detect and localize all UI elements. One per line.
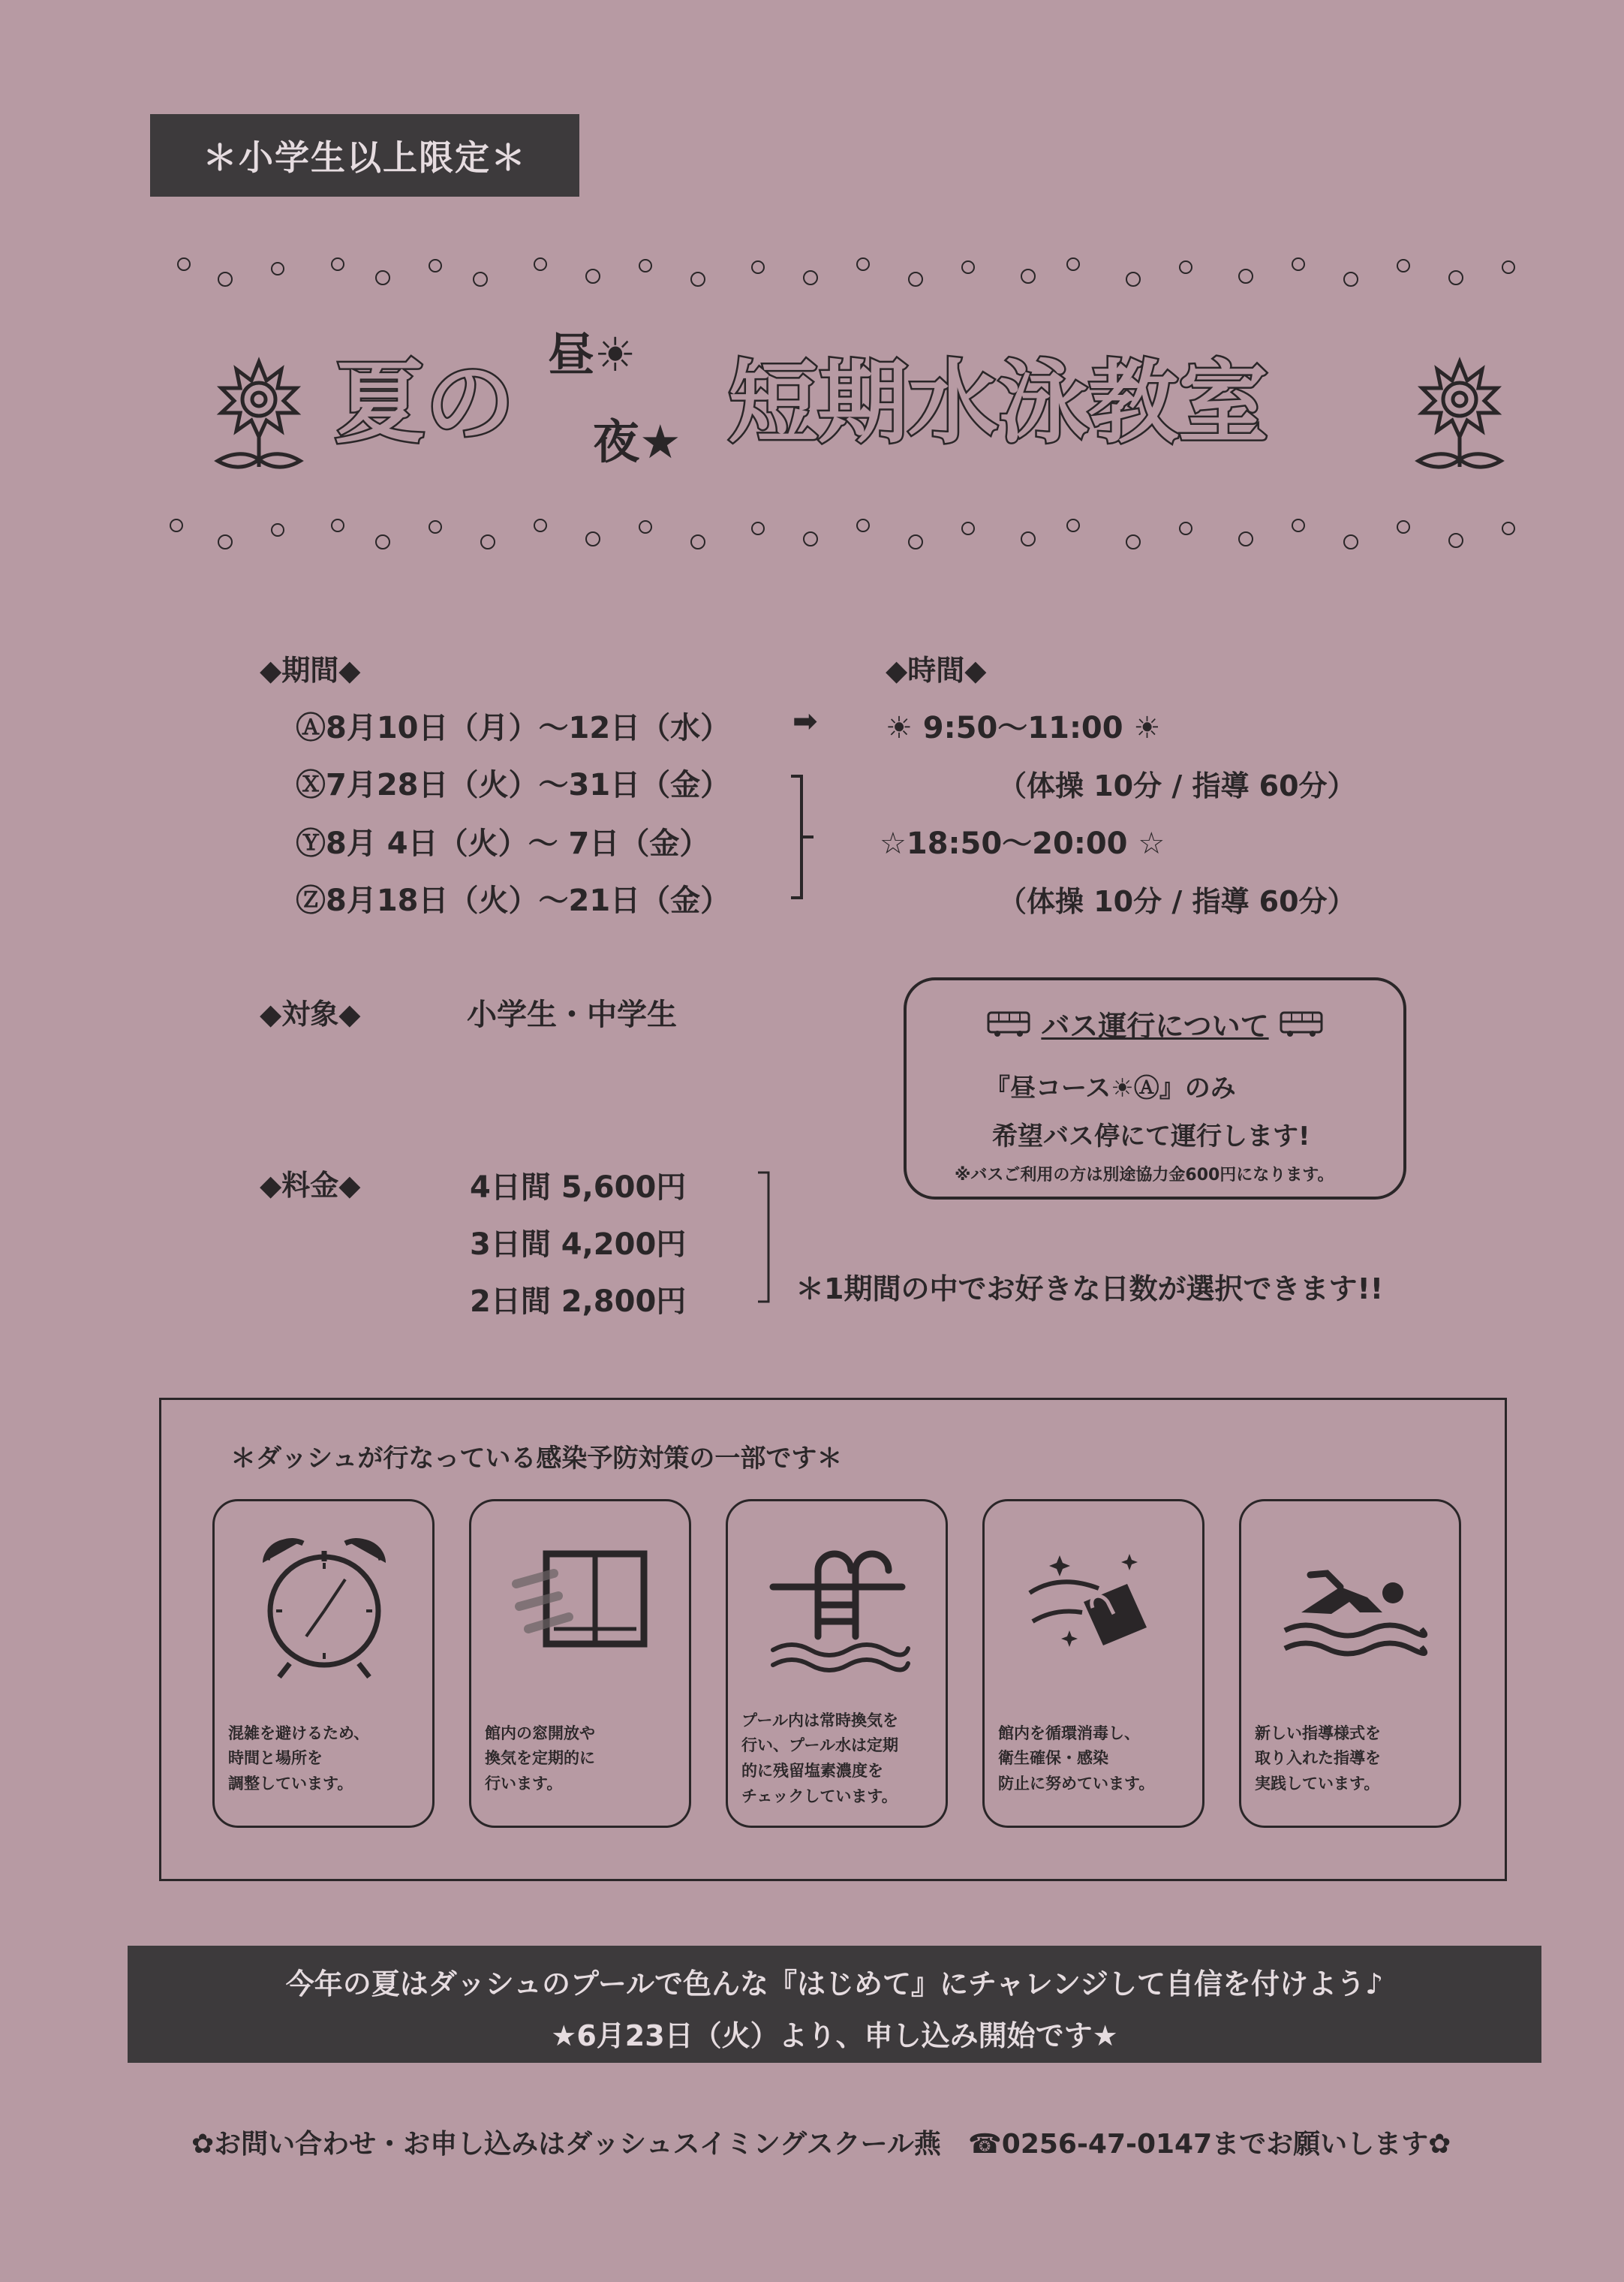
measure-text-pool: プール内は常時換気を 行い、プール水は定期 的に残留塩素濃度を チェックしています。 [741, 1711, 898, 1805]
fee-bracket [753, 1170, 776, 1305]
arrow-icon: ➡ [792, 704, 818, 739]
bus-icon [1280, 1010, 1323, 1037]
measure-text-ventilation: 館内の窓開放や 換気を定期的に 行います。 [485, 1724, 595, 1793]
contact-footer: ✿お問い合わせ・お申し込みはダッシュスイミングスクール燕 ☎0256-47-0147までお願いします✿ [191, 2129, 1451, 2160]
bus-service-line: 希望バス停にて運行します! [992, 1121, 1310, 1152]
bus-fee-note: ※バスご利用の方は別途協力金600円になります。 [955, 1166, 1334, 1185]
fee-label: ◆料金◆ [260, 1169, 361, 1202]
target-value: 小学生・中学生 [467, 998, 677, 1032]
period-bracket [783, 773, 821, 901]
campaign-banner [128, 1946, 1541, 2063]
bus-title: バス運行について [1041, 1010, 1269, 1043]
window-icon [501, 1524, 660, 1683]
banner-start-date: ★6月23日（火）より、申し込み開始です★ [551, 2019, 1118, 2052]
flower-border-bottom [165, 515, 1531, 560]
bus-course-line: 『昼コース☀Ⓐ』のみ [985, 1073, 1236, 1103]
title-day-label: 昼☀ [548, 327, 636, 382]
title-night-label: 夜★ [593, 414, 681, 469]
swimmer-icon [1271, 1524, 1430, 1683]
period-label: ◆期間◆ [260, 654, 361, 687]
fee-row-3days: 3日間 4,200円 [470, 1227, 687, 1262]
title-part-summer: 夏の [335, 351, 515, 456]
eligibility-badge: ＊小学生以上限定＊ [150, 114, 579, 197]
title [203, 327, 1523, 495]
bus-icon [987, 1010, 1030, 1037]
day-time: ☀ 9:50～11:00 ☀ [886, 711, 1161, 745]
fee-note: ＊1期間の中でお好きな日数が選択できます!! [795, 1272, 1384, 1305]
measures-title: ＊ダッシュが行なっている感染予防対策の一部です＊ [230, 1444, 843, 1474]
measure-card-guidance [1239, 1499, 1461, 1828]
fee-row-2days: 2日間 2,800円 [470, 1284, 687, 1319]
period-row-a: Ⓐ8月10日（月）～12日（水） [296, 711, 731, 745]
measure-text-guidance: 新しい指導様式を 取り入れた指導を 実践しています。 [1255, 1724, 1381, 1793]
infection-measures-box [159, 1398, 1507, 1881]
measure-card-timing [212, 1499, 435, 1828]
fee-row-4days: 4日間 5,600円 [470, 1170, 687, 1205]
bus-info-box [904, 977, 1406, 1200]
alarm-clock-icon [245, 1524, 404, 1683]
period-row-x: Ⓧ7月28日（火）～31日（金） [296, 768, 731, 802]
sunflower-icon [1403, 347, 1516, 474]
title-part-course: 短期水泳教室 [728, 351, 1268, 456]
target-label: ◆対象◆ [260, 998, 361, 1031]
period-row-y: Ⓨ8月 4日（火）～ 7日（金） [296, 826, 710, 861]
night-time: ☆18:50～20:00 ☆ [880, 826, 1165, 861]
banner-message: 今年の夏はダッシュのプールで色んな『はじめて』にチャレンジして自信を付けよう♪ [285, 1967, 1384, 2001]
measure-card-disinfection [982, 1499, 1204, 1828]
measure-text-disinfection: 館内を循環消毒し、 衛生確保・感染 防止に努めています。 [998, 1724, 1155, 1793]
sunflower-icon [203, 347, 315, 474]
measure-card-ventilation [469, 1499, 691, 1828]
day-time-breakdown: （体操 10分 / 指導 60分） [998, 769, 1356, 802]
measure-card-pool [726, 1499, 948, 1828]
disinfect-icon [1015, 1524, 1174, 1683]
flower-border-top [165, 255, 1531, 300]
period-row-z: Ⓩ8月18日（火）～21日（金） [296, 884, 731, 918]
time-label: ◆時間◆ [886, 654, 987, 687]
pool-ladder-icon [758, 1524, 917, 1683]
measure-text-timing: 混雑を避けるため、 時間と場所を 調整しています。 [228, 1724, 370, 1793]
night-time-breakdown: （体操 10分 / 指導 60分） [998, 885, 1356, 918]
